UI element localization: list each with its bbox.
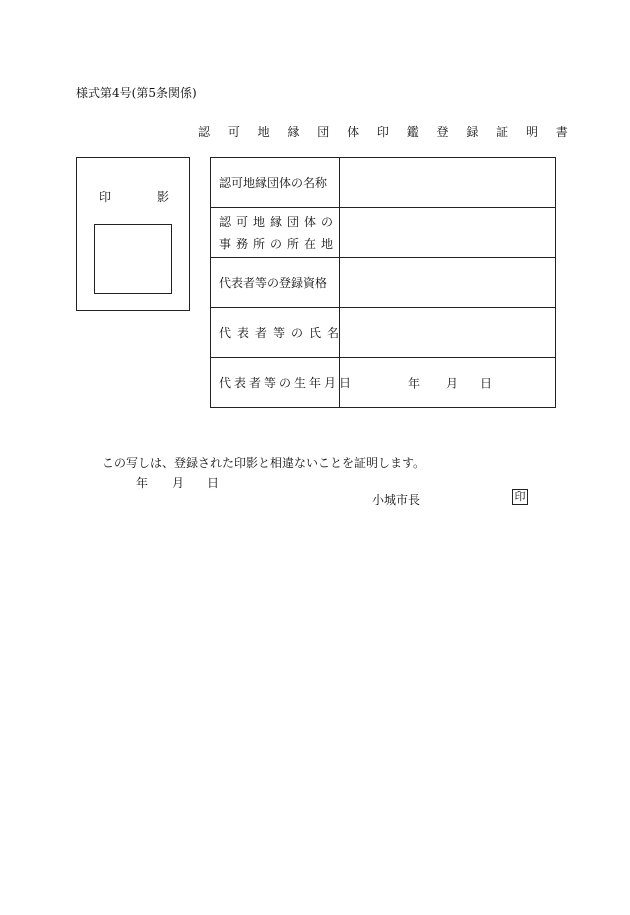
seal-impression-area xyxy=(94,224,172,294)
row-label-office-address-line1: 認可地縁団体の xyxy=(219,214,339,229)
form-number: 様式第4号(第5条関係) xyxy=(76,86,197,100)
table-row xyxy=(211,258,556,308)
issuer-title: 小城市長 xyxy=(372,493,421,507)
issue-date-year: 年 xyxy=(136,476,149,490)
certification-statement: この写しは、登録された印影と相違ないことを証明します。 xyxy=(102,456,426,470)
table-row xyxy=(211,158,556,208)
row-value-group-name xyxy=(340,158,556,208)
row-label-birth-date: 代表者等の生年月日 xyxy=(211,358,340,408)
table-row xyxy=(211,308,556,358)
registration-info-table xyxy=(210,157,556,408)
seal-impression-box xyxy=(76,157,190,311)
issue-date-day: 日 xyxy=(207,476,220,490)
birth-date-month: 月 xyxy=(446,376,459,390)
table-row xyxy=(211,358,556,408)
row-value-registration-qualification xyxy=(340,258,556,308)
document-title: 認 可 地 縁 団 体 印 鑑 登 録 証 明 書 xyxy=(198,125,575,139)
seal-label-ei: 影 xyxy=(157,190,170,204)
row-label-office-address xyxy=(211,208,340,258)
row-value-birth-date xyxy=(340,358,556,408)
birth-date-year: 年 xyxy=(408,376,421,390)
row-label-registration-qualification: 代表者等の登録資格 xyxy=(211,258,340,308)
row-value-office-address xyxy=(340,208,556,258)
official-stamp-mark: 印 xyxy=(512,489,528,505)
row-value-representative-name xyxy=(340,308,556,358)
issue-date-month: 月 xyxy=(172,476,185,490)
row-label-representative-name: 代表者等の氏名 xyxy=(211,308,340,358)
row-label-office-address-line2: 事務所の所在地 xyxy=(219,236,339,251)
birth-date-day: 日 xyxy=(480,376,493,390)
table-row xyxy=(211,208,556,258)
seal-label-in: 印 xyxy=(99,190,112,204)
row-label-group-name: 認可地縁団体の名称 xyxy=(211,158,340,208)
